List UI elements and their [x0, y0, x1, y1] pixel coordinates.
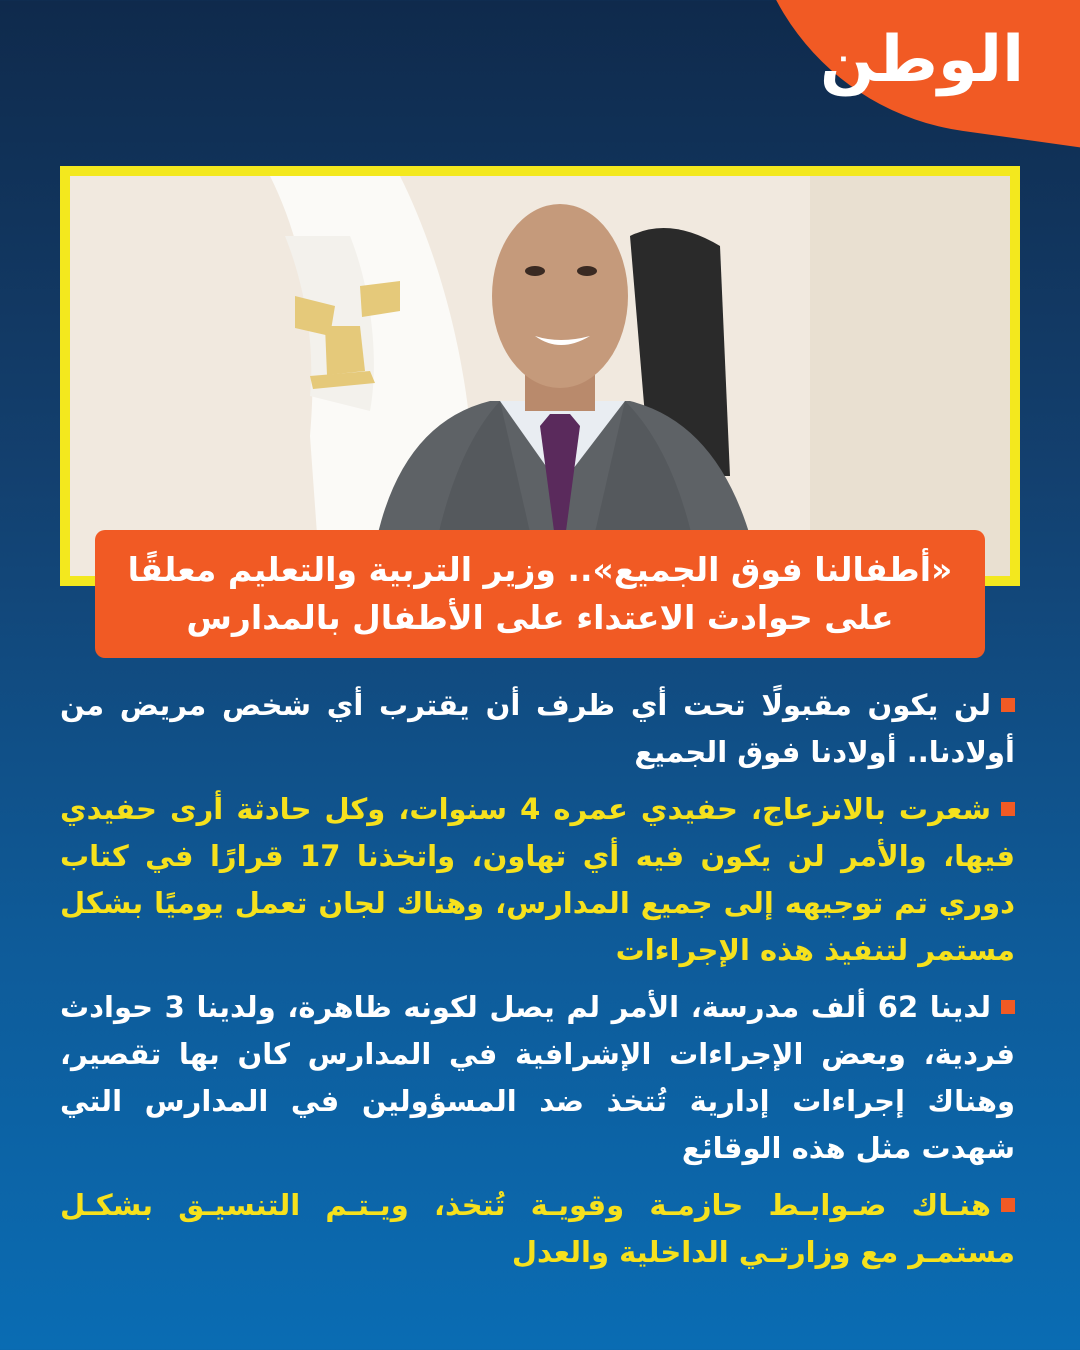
photo-frame: [60, 166, 1020, 586]
quote-item: [60, 1182, 1015, 1276]
headline-box: [95, 530, 985, 658]
quote-text: هنـاك ضـوابـط حازمـة وقويـة تُتخذ، ويـتـم التنسيـق بشكـل مستمـر مع وزارتـي الداخلية والعدل: [60, 1188, 1015, 1269]
bullet-square-icon: [1001, 1198, 1015, 1212]
quote-text: لن يكون مقبولًا تحت أي ظرف أن يقترب أي شخص مريض من أولادنا.. أولادنا فوق الجميع: [60, 688, 1015, 769]
brand-logo: الوطن: [820, 23, 1024, 97]
quote-list: [60, 682, 1015, 1286]
quote-item: [60, 682, 1015, 776]
quote-item: [60, 984, 1015, 1172]
headline-line-2: على حوادث الاعتداء على الأطفال بالمدارس: [186, 598, 894, 637]
minister-photo: [70, 176, 1010, 576]
quote-text: شعرت بالانزعاج، حفيدي عمره 4 سنوات، وكل حادثة أرى حفيدي فيها، والأمر لن يكون فيه أي تهاون، واتخذنا 17 قرارًا في كتاب دوري تم توجيهه إلى جميع المدارس، وهناك لجان تعمل يوميًا بشكل مستمر لتنفيذ هذه الإجراءات: [60, 792, 1015, 967]
minister-illustration: [70, 176, 1010, 576]
bullet-square-icon: [1001, 698, 1015, 712]
bullet-square-icon: [1001, 802, 1015, 816]
bullet-square-icon: [1001, 1000, 1015, 1014]
quote-item: [60, 786, 1015, 974]
quote-text: لدينا 62 ألف مدرسة، الأمر لم يصل لكونه ظاهرة، ولدينا 3 حوادث فردية، وبعض الإجراءات الإشرافية في المدارس كان بها تقصير، وهناك إجراءات إدارية تُتخذ ضد المسؤولين في المدارس التي شهدت مثل هذه الوقائع: [60, 990, 1015, 1165]
headline-line-1: «أطفالنا فوق الجميع».. وزير التربية والتعليم معلقًا: [127, 550, 953, 589]
